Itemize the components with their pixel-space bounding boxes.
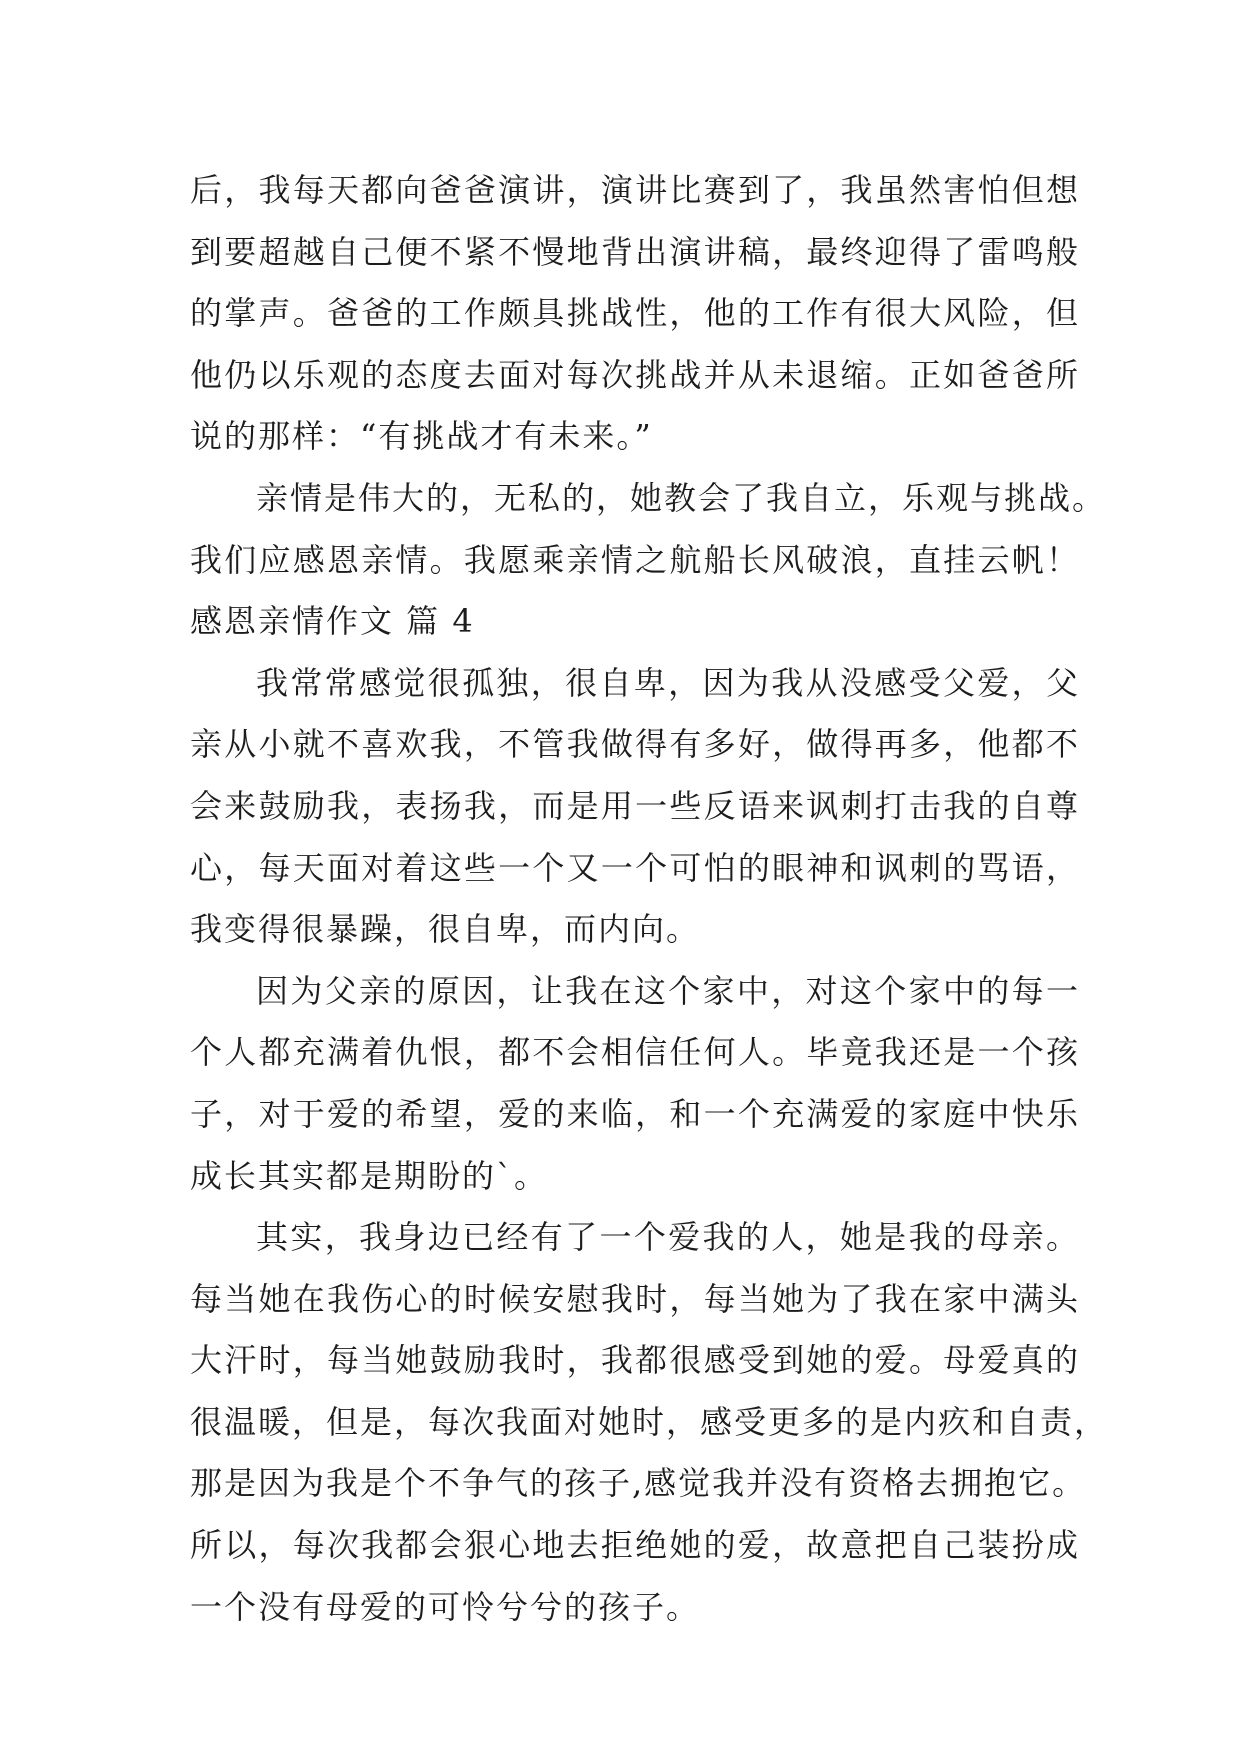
text-line: 我们应感恩亲情。我愿乘亲情之航船长风破浪，直挂云帆！ [190,540,1080,579]
text-line: 其实，我身边已经有了一个爱我的人，她是我的母亲。 [256,1218,1080,1257]
text-line: 亲情是伟大的，无私的，她教会了我自立，乐观与挑战。 [256,478,1107,517]
section-heading: 感恩亲情作文 篇 4 [190,602,475,641]
text-line: 心，每天面对着这些一个又一个可怕的眼神和讽刺的骂语， [190,848,1080,887]
text-line: 会来鼓励我，表扬我，而是用一些反语来讽刺打击我的自尊 [190,786,1080,825]
text-line: 后，我每天都向爸爸演讲，演讲比赛到了，我虽然害怕但想 [190,171,1080,209]
text-line: 亲从小就不喜欢我，不管我做得有多好，做得再多，他都不 [190,725,1080,764]
text-line: 大汗时，每当她鼓励我时，我都很感受到她的爱。母爱真的 [190,1341,1080,1380]
text-line: 所以，每次我都会狠心地去拒绝她的爱，故意把自己装扮成 [190,1526,1080,1565]
text-line: 一个没有母爱的可怜兮兮的孩子。 [190,1587,701,1626]
text-line: 个人都充满着仇恨，都不会相信任何人。毕竟我还是一个孩 [190,1033,1080,1072]
text-line: 说的那样：“有挑战才有未来。” [190,417,653,456]
text-line: 因为父亲的原因，让我在这个家中，对这个家中的每一 [256,971,1080,1010]
text-line: 子，对于爱的希望，爱的来临，和一个充满爱的家庭中快乐 [190,1094,1080,1133]
text-line: 我常常感觉很孤独，很自卑，因为我从没感受父爱，父 [256,663,1080,702]
document-body [190,160,1109,1638]
text-line: 的掌声。爸爸的工作颇具挑战性，他的工作有很大风险，但 [190,294,1080,333]
text-line: 很温暖，但是，每次我面对她时，感受更多的是内疚和自责， [190,1402,1109,1441]
text-line: 那是因为我是个不争气的孩子,感觉我并没有资格去拥抱它。 [190,1464,1087,1503]
text-line: 他仍以乐观的态度去面对每次挑战并从未退缩。正如爸爸所 [190,355,1080,394]
text-line: 到要超越自己便不紧不慢地背出演讲稿，最终迎得了雷鸣般 [190,232,1080,271]
text-line: 每当她在我伤心的时候安慰我时，每当她为了我在家中满头 [190,1279,1080,1318]
text-line: 成长其实都是期盼的`。 [190,1156,549,1195]
text-line: 我变得很暴躁，很自卑，而内向。 [190,910,701,949]
